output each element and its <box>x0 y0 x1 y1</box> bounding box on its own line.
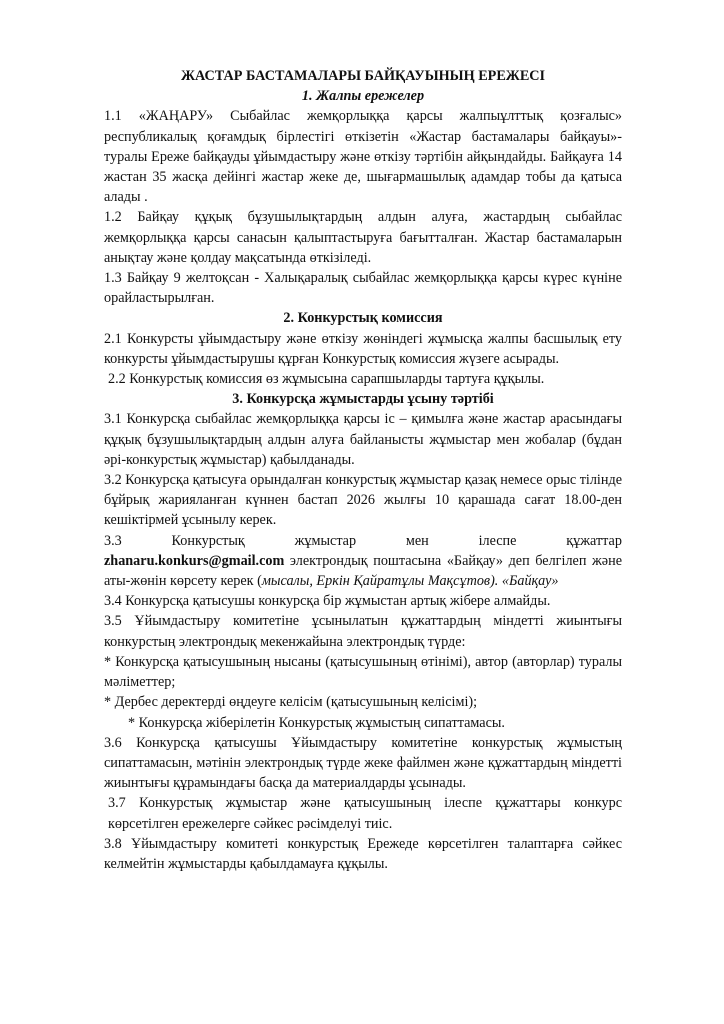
document-title: ЖАСТАР БАСТАМАЛАРЫ БАЙҚАУЫНЫҢ ЕРЕЖЕСІ <box>180 68 546 84</box>
section-2-heading: 2. Конкурстық комиссия <box>283 310 443 327</box>
paragraph-3-3-word: жұмыстар <box>294 532 357 549</box>
paragraph-3-3-text: электрондық поштасына «Байқау» деп белгілеп және аты-жөнін көрсету керек ( <box>104 552 622 590</box>
paragraph-3-3-word: 3.3 <box>104 532 122 549</box>
paragraph-1-1: 1.1 «ЖАҢАРУ» Сыбайлас жемқорлыққа қарсы жалпыұлттық қозғалыс» республикалық қоғамдық бірлестігі өткізетін «Жастар бастамалары байқауы»- туралы Ереже байқауды ұйымдастыру және өткізу тәртібін айқындайды. Байқауға 14 жастан 35 жасқа дейінгі жастар жеке де, шығармашылық адамдар тобы да қатыса алады . <box>104 108 622 206</box>
paragraph-1-2: 1.2 Байқау құқық бұзушылықтардың алдын алуға, жастардың сыбайлас жемқорлыққа қарсы санасын қалыптастыруға бағытталған. Жастар бастамаларын анықтау және қолдау мақсатында өткізіледі. <box>104 209 622 266</box>
paragraph-3-2: 3.2 Конкурсқа қатысуға орындалған конкурстық жұмыстар қазақ немесе орыс тілінде бұйрық жарияланған күннен бастап 2026 жылғы 10 қарашада сағат 18.00-ден кешіктірмей ұсынылу керек. <box>104 472 622 529</box>
section-1-heading: 1. Жалпы ережелер <box>301 88 425 105</box>
paragraph-3-3-word: мен <box>405 532 429 549</box>
paragraph-3-3-word: Конкурстық <box>171 532 245 549</box>
paragraph-3-3-word: құжаттар <box>566 532 622 549</box>
paragraph-3-5: 3.5 Ұйымдастыру комитетіне ұсынылатын құжаттардың міндетті жиынтығы конкурстың электрондық мекенжайына электрондық түрде: <box>104 613 622 650</box>
paragraph-3-1: 3.1 Конкурсқа сыбайлас жемқорлыққа қарсы іс – қимылға және жастар арасындағы құқық бұзушылықтардың алдын алуға байланысты жұмыстар мен жобалар (бұдан әрі-конкурстық жұмыстар) қабылданады. <box>104 411 622 468</box>
paragraph-3-3-example: мысалы, Еркін Қайратұлы Мақсұтов). «Байқау» <box>261 573 559 590</box>
paragraph-2-1: 2.1 Конкурсты ұйымдастыру және өткізу жөніндегі жұмысқа жалпы басшылық ету конкурсты ұйымдастырушы құрған Конкурстық комиссия жүзеге асырады. <box>104 330 622 367</box>
paragraph-3-6: 3.6 Конкурсқа қатысушы Ұйымдастыру комитетіне конкурстық жұмыстың сипаттамасын, мәтінін электрондық түрде жеке файлмен және құжаттардың міндетті жиынтығы құрамындағы басқа да материалдарды ұсынады. <box>104 734 622 792</box>
paragraph-2-2: 2.2 Конкурстық комиссия өз жұмысына сарапшыларды тартуға құқылы. <box>108 371 545 388</box>
paragraph-3-3-body <box>104 551 622 591</box>
paragraph-3-3-word: ілеспе <box>478 532 517 549</box>
document-list-item-1: * Конкурсқа қатысушының нысаны (қатысушының өтінімі), автор (авторлар) туралы мәліметтер; <box>104 653 622 691</box>
document-list-item-3: * Конкурсқа жіберілетін Конкурстық жұмыстың сипаттамасы. <box>128 714 505 731</box>
section-3-heading: 3. Конкурсқа жұмыстарды ұсыну тәртібі <box>232 391 494 408</box>
paragraph-1-3: 1.3 Байқау 9 желтоқсан - Халықаралық сыбайлас жемқорлыққа қарсы күрес күніне орайластырылған. <box>104 270 622 307</box>
paragraph-3-7: 3.7 Конкурстық жұмыстар және қатысушының ілеспе құжаттары конкурс көрсетілген ережелерге сәйкес рәсімделуі тиіс. <box>108 795 622 832</box>
contact-email[interactable]: zhanaru.konkurs@gmail.com <box>104 552 285 569</box>
document-list-item-2: * Дербес деректерді өңдеуге келісім (қатысушының келісімі); <box>104 694 478 711</box>
paragraph-3-3-first-line <box>104 531 622 551</box>
paragraph-3-4: 3.4 Конкурсқа қатысушы конкурсқа бір жұмыстан артық жібере алмайды. <box>104 593 551 610</box>
paragraph-3-8: 3.8 Ұйымдастыру комитеті конкурстық Ережеде көрсетілген талаптарға сәйкес келмейтін жұмыстарды қабылдамауға құқылы. <box>104 835 622 872</box>
paragraph-3-3 <box>104 531 622 592</box>
